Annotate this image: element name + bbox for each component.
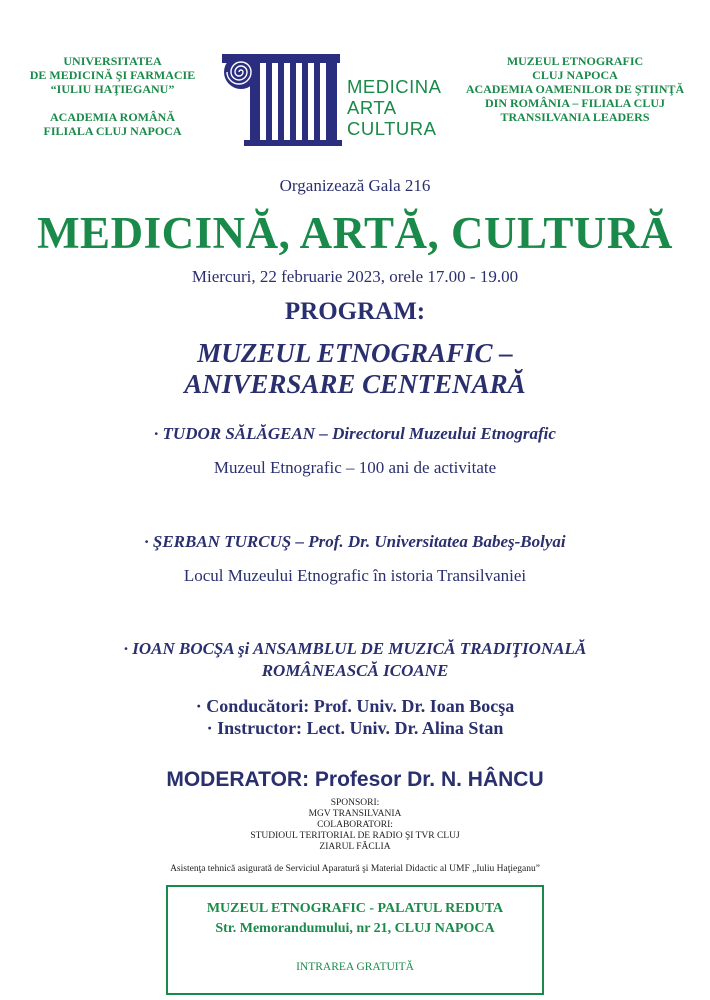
org-right-line5: TRANSILVANIA LEADERS [500,110,650,124]
role-conductor: · Conducători: Prof. Univ. Dr. Ioan Bocşa [195,696,515,716]
theme-line2: ANIVERSARE CENTENARĂ [184,369,526,399]
org-left-line3: “IULIU HAŢIEGANU” [50,82,175,96]
org-right-line1: MUZEUL ETNOGRAFIC [506,54,644,68]
org-left-line2: DE MEDICINĂ ŞI FARMACIE [29,68,196,82]
credits-block [0,798,710,853]
event-title: MEDICINĂ, ARTĂ, CULTURĂ [37,208,673,258]
role-instructor: · Instructor: Lect. Univ. Dr. Alina Stan [206,718,504,738]
venue-box [166,885,544,995]
logo-line2: ARTA [347,97,397,118]
topic-1: Muzeul Etnografic – 100 ani de activitate [213,458,497,477]
admission-note: INTRAREA GRATUITĂ [296,961,414,973]
logo-line1: MEDICINA [347,76,442,97]
event-theme [0,338,710,400]
venue-name: MUZEUL ETNOGRAFIC - PALATUL REDUTA [206,901,504,916]
collaborator-item: STUDIOUL TERITORIAL DE RADIO ŞI TVR CLUJ [250,831,460,841]
org-left-line5: FILIALA CLUJ NAPOCA [43,124,182,138]
org-left-line4: ACADEMIA ROMÂNĂ [50,110,175,124]
organizer-line: Organizează Gala 216 [279,176,431,195]
org-right-line2: CLUJ NAPOCA [532,68,618,82]
sponsors-label: SPONSORI: [330,798,380,808]
speaker-3-line2: ROMÂNEASCĂ ICOANE [261,661,449,680]
medicina-arta-cultura-logo [222,50,457,148]
org-right-line4: DIN ROMÂNIA – FILIALA CLUJ [484,96,666,110]
logo-line3: CULTURA [347,118,437,139]
org-right-line3: ACADEMIA OAMENILOR DE ŞTIINŢĂ [465,82,685,96]
speaker-3 [0,638,710,682]
speaker-3-line1: · IOAN BOCŞA şi ANSAMBLUL DE MUZICĂ TRADIŢIONALĂ [123,639,587,658]
sponsor-item: MGV TRANSILVANIA [308,809,402,819]
org-left-line1: UNIVERSITATEA [63,54,162,68]
tech-support-note: Asistenţa tehnică asigurată de Serviciul Aparatură şi Material Didactic al UMF „Iuliu Haţieganu” [170,864,540,874]
speaker-1: · TUDOR SĂLĂGEAN – Directorul Muzeului Etnografic [154,424,556,443]
collaborators-label: COLABORATORI: [317,820,393,830]
moderator: MODERATOR: Profesor Dr. N. HÂNCU [166,768,544,791]
column-spiral-icon [222,50,347,148]
venue-address: Str. Memorandumului, nr 21, CLUJ NAPOCA [215,921,495,936]
speaker-2: · ŞERBAN TURCUŞ – Prof. Dr. Universitatea Babeş-Bolyai [144,532,566,551]
program-heading: PROGRAM: [284,298,426,325]
collaborator-item: ZIARUL FĂCLIA [319,842,391,852]
theme-line1: MUZEUL ETNOGRAFIC – [197,338,513,368]
event-date: Miercuri, 22 februarie 2023, orele 17.00 - 19.00 [191,267,519,286]
logo-text [347,76,441,139]
topic-2: Locul Muzeului Etnografic în istoria Transilvaniei [183,566,527,585]
header-left-organizations [10,54,215,138]
header-right-organizations [440,54,710,124]
